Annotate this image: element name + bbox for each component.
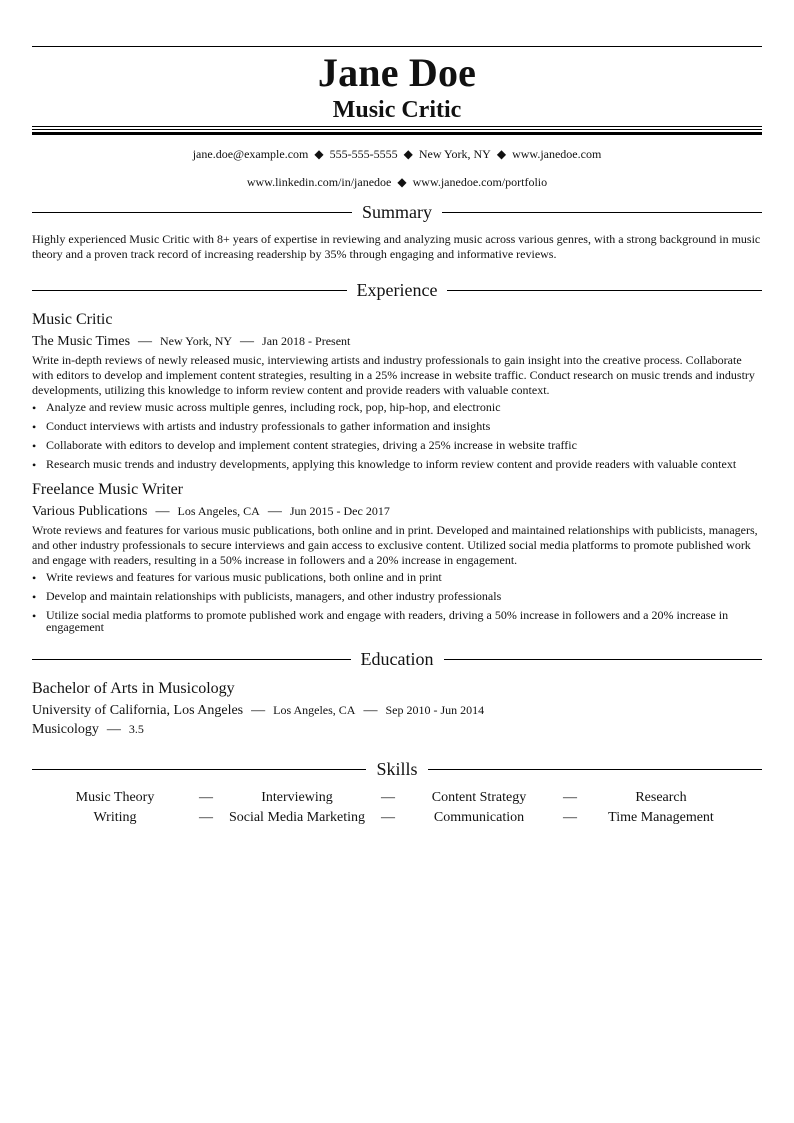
heading-rule-right: [444, 659, 763, 660]
contact-line-1: [32, 147, 762, 161]
job-company: Various Publications: [32, 504, 148, 519]
job-entry: [32, 480, 762, 633]
skill-item: Writing: [93, 810, 137, 825]
job-meta: [32, 502, 762, 520]
contact-portfolio[interactable]: www.janedoe.com/portfolio: [412, 175, 548, 189]
diamond-separator-icon: ◆: [397, 175, 407, 189]
dash-separator: —: [199, 810, 213, 825]
skill-item: Music Theory: [75, 790, 155, 805]
skills-heading-label: Skills: [376, 759, 418, 779]
job-location: New York, NY: [160, 334, 233, 348]
contact-website[interactable]: www.janedoe.com: [512, 147, 602, 161]
education-meta: [32, 701, 762, 719]
skill-item: Interviewing: [261, 790, 333, 805]
job-description: Write in-depth reviews of newly released music, interviewing artists and industry professionals to gain insight into the creative process. Collaborate with editors to develop and implement content strategies, resulting in a 25% increase in website traffic. Conduct research on music trends and industry developments, utilizing this knowledge to inform review content and provide readers with valuable context.: [32, 353, 755, 397]
education-entry: [32, 679, 762, 738]
summary-heading-label: Summary: [362, 202, 432, 222]
dash-separator: —: [106, 722, 121, 737]
heading-rule-right: [428, 769, 762, 770]
field-of-study: Musicology: [32, 722, 99, 737]
job-meta: [32, 332, 762, 350]
skills-grid: [32, 788, 762, 828]
dash-separator: —: [563, 810, 577, 825]
header-rule: [32, 126, 762, 135]
contact-location: New York, NY: [418, 147, 491, 161]
list-item: • Conduct interviews with artists and industry professionals to gather information and insights: [32, 420, 762, 432]
list-item: • Analyze and review music across multiple genres, including rock, pop, hip-hop, and electronic: [32, 401, 762, 413]
skills-heading: [32, 758, 762, 780]
job-dates: Jun 2015 - Dec 2017: [289, 504, 390, 518]
experience-heading-label: Experience: [356, 280, 438, 300]
diamond-separator-icon: ◆: [314, 147, 324, 161]
heading-rule-right: [442, 212, 762, 213]
job-company: The Music Times: [32, 334, 131, 349]
education-heading: [32, 648, 762, 670]
dash-separator: —: [251, 703, 266, 718]
dash-separator: —: [381, 810, 395, 825]
heading-rule-left: [32, 290, 347, 291]
contact-line-2: [32, 175, 762, 189]
job-location: Los Angeles, CA: [177, 504, 260, 518]
school-location: Los Angeles, CA: [273, 703, 356, 717]
heading-rule-left: [32, 659, 351, 660]
heading-rule-right: [447, 290, 762, 291]
heading-rule-left: [32, 212, 352, 213]
gpa-value: 3.5: [128, 722, 144, 736]
job-dates: Jan 2018 - Present: [262, 334, 351, 348]
job-bullets: [32, 571, 762, 633]
dash-separator: —: [267, 504, 282, 519]
dash-separator: —: [381, 790, 395, 805]
skill-item: Social Media Marketing: [228, 810, 366, 825]
heading-rule-left: [32, 769, 366, 770]
dash-separator: —: [138, 334, 153, 349]
job-bullets: [32, 401, 762, 470]
school-name: University of California, Los Angeles: [32, 703, 244, 718]
dash-separator: —: [363, 703, 378, 718]
top-rule: [32, 46, 762, 47]
list-item: • Collaborate with editors to develop and implement content strategies, driving a 25% increase in website traffic: [32, 439, 762, 451]
skill-item: Communication: [433, 810, 525, 825]
job-title: Music Critic: [32, 311, 113, 328]
skill-item: Time Management: [608, 810, 714, 825]
education-dates: Sep 2010 - Jun 2014: [385, 703, 485, 717]
job-entry: [32, 310, 762, 470]
education-heading-label: Education: [360, 649, 434, 669]
summary-heading: [32, 201, 762, 223]
list-item: • Write reviews and features for various music publications, both online and in print: [32, 571, 762, 583]
skill-item: Research: [635, 790, 687, 805]
skill-item: Content Strategy: [431, 790, 527, 805]
resume-page: [32, 46, 762, 828]
diamond-separator-icon: ◆: [403, 147, 413, 161]
summary-text: Highly experienced Music Critic with 8+ years of expertise in reviewing and analyzing music across various genres, with a strong background in music theory and a proven track record of increasing readership by 35% through engaging and informative reviews.: [32, 232, 761, 261]
contact-phone[interactable]: 555-555-5555: [329, 147, 398, 161]
list-item: • Research music trends and industry developments, applying this knowledge to inform review content and provide readers with valuable context: [32, 458, 762, 470]
dash-separator: —: [155, 504, 170, 519]
diamond-separator-icon: ◆: [496, 147, 507, 161]
list-item: • Develop and maintain relationships with publicists, managers, and other industry professionals: [32, 590, 762, 602]
contact-linkedin[interactable]: www.linkedin.com/in/janedoe: [246, 175, 392, 189]
contact-email[interactable]: jane.doe@example.com: [192, 147, 309, 161]
job-title: Freelance Music Writer: [32, 481, 183, 498]
dash-separator: —: [563, 790, 577, 805]
degree-title: Bachelor of Arts in Musicology: [32, 680, 235, 697]
experience-heading: [32, 279, 762, 301]
list-item: • Utilize social media platforms to promote published work and engage with readers, driving a 50% increase in followers and a 20% increase in engagement: [32, 609, 762, 633]
education-field: [32, 721, 762, 738]
dash-separator: —: [240, 334, 255, 349]
candidate-title: Music Critic: [332, 97, 462, 123]
job-description: Wrote reviews and features for various music publications, both online and in print. Developed and maintained relationships with publicists, managers, and other industry professionals to secure interviews and gain access to exclusive content. Utilized social media platforms to promote published work and engage with readers, resulting in a 50% increase in followers and a 20% increase in engagement.: [32, 523, 758, 567]
candidate-name: Jane Doe: [317, 50, 477, 95]
dash-separator: —: [199, 790, 213, 805]
